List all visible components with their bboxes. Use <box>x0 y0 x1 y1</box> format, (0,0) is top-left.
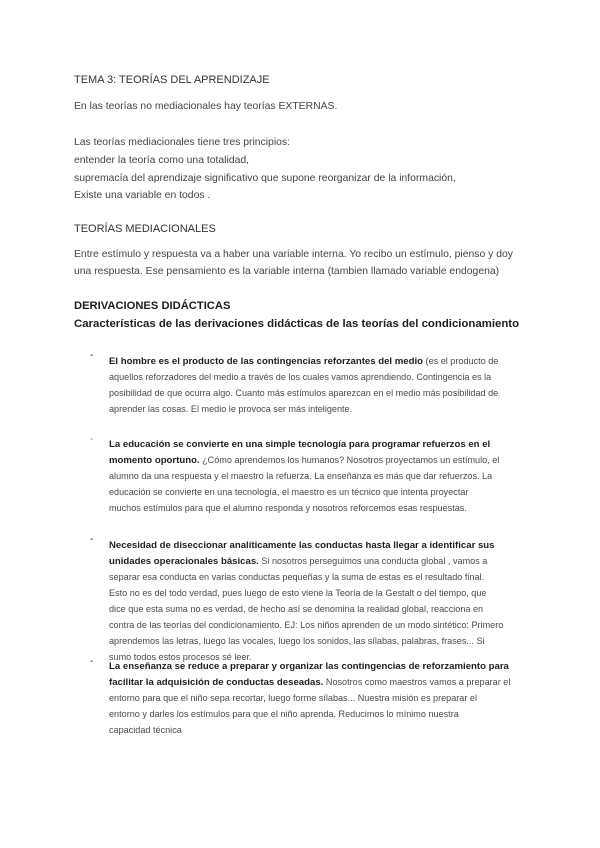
body-text: capacidad técnica <box>109 725 182 735</box>
derivaciones-subheading: Características de las derivaciones didácticas de las teorías del condicionamiento <box>74 318 520 330</box>
body-text: entorno para que el niño sepa recortar, luego forme sílabas... Nuestra misión es preparar el <box>109 693 477 703</box>
body-text: aprender las cosas. El medio le provoca ser más inteligente. <box>109 404 353 414</box>
body-text: educación se convierte en una tecnología, el maestro es un técnico que intenta proyectar <box>109 487 469 497</box>
page-title: TEMA 3: TEORÍAS DEL APRENDIZAJE <box>74 74 270 86</box>
externas-paragraph: En las teorías no mediacionales hay teorías EXTERNAS. <box>74 101 338 112</box>
body-text: ¿Cómo aprendemos los humanos? Nosotros proyectamos un estímulo, el <box>199 455 500 465</box>
bullet-dash: - <box>90 534 94 545</box>
bold-text: La educación se convierte en una simple tecnología para programar refuerzos en el <box>109 439 491 450</box>
body-text: sumo todos estos procesos sé leer. <box>109 652 252 662</box>
bold-text: Necesidad de diseccionar analíticamente las conductas hasta llegar a identificar sus <box>109 540 495 551</box>
principios-line-3: supremacía del aprendizaje significativo que supone reorganizar de la información, <box>74 173 456 184</box>
item-1-line-4 <box>109 399 352 417</box>
mediacionales-heading: TEORÍAS MEDIACIONALES <box>74 223 216 235</box>
body-text: aquellos reforzadores del medio a través de los cuales vamos aprendiendo. Contingencia es la <box>109 372 492 382</box>
item-4-line-5 <box>109 720 182 738</box>
body-text: posibilidad de que ocurra algo. Cuanto más estímulos aparezcan en el medio más posibilidad de <box>109 388 499 398</box>
body-text: separar esa conducta en varias conductas pequeñas y la suma de estas es el resultado final. <box>109 572 485 582</box>
body-text: contra de las teorías del condicionamiento. EJ: Los niños aprenden de un modo sintético: Primero <box>109 620 504 630</box>
bold-text: La enseñanza se reduce a preparar y organizar las contingencias de reforzamiento para <box>109 661 509 672</box>
body-text: dice que esta suma no es verdad, de hecho así se denomina la realidad global, reacciona en <box>109 604 484 614</box>
mediacionales-line-1: Entre estímulo y respuesta va a haber una variable interna. Yo recibo un estímulo, pienso y doy <box>74 249 513 260</box>
bullet-dash: - <box>90 656 94 667</box>
body-text: entorno y darles los estímulos para que el niño aprenda. Reducimos lo mínimo nuestra <box>109 709 459 719</box>
mediacionales-line-2: una respuesta. Ese pensamiento es la variable interna (tambien llamado variable endogena) <box>74 266 500 277</box>
item-2-line-5 <box>109 498 467 516</box>
derivaciones-heading: DERIVACIONES DIDÁCTICAS <box>74 300 231 312</box>
body-text: (es el producto de <box>423 356 499 366</box>
bold-text: facilitar la adquisición de conductas deseadas. <box>109 677 324 688</box>
principios-line-4: Existe una variable en todos . <box>74 190 211 201</box>
body-text: Nosotros como maestros vamos a preparar el <box>323 677 511 687</box>
bullet-dash: - <box>90 434 94 445</box>
principios-line-2: entender la teoría como una totalidad, <box>74 155 250 166</box>
bold-text: El hombre es el producto de las contingencias reforzantes del medio <box>109 356 424 367</box>
bullet-dash: - <box>90 350 94 361</box>
body-text: aprendemos las letras, luego las vocales, luego los sonidos, las sílabas, palabras, frases... Si <box>109 636 485 646</box>
body-text: Si nosotros perseguimos una conducta global , vamos a <box>258 556 488 566</box>
principios-line-1: Las teorías mediacionales tiene tres principios: <box>74 137 291 148</box>
body-text: muchos estímulos para que el alumno responda y nosotros reforcemos esas respuestas. <box>109 503 467 513</box>
body-text: alumno da una respuesta y el maestro la refuerza. La enseñanza es más que dar refuerzos. La <box>109 471 493 481</box>
body-text: Esto no es del todo verdad, pues luego de esto viene la Teoría de la Gestalt o del tiempo, que <box>109 588 487 598</box>
bold-text: unidades operacionales básicas. <box>109 556 259 567</box>
bold-text: momento oportuno. <box>109 455 200 466</box>
